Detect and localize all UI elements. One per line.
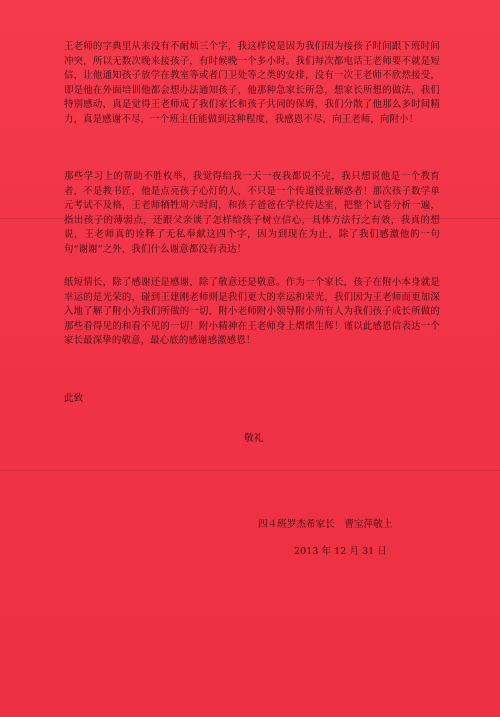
- paper-fold-line: [0, 470, 500, 471]
- letter-sender: 四４班罗杰希家长 曹宝萍敬上: [258, 519, 393, 530]
- letter-date: 2013 年 12 月 31 日: [294, 546, 387, 557]
- letter-paragraph-3: 纸短情长，除了感谢还是感谢，除了敬意还是敬意。作为一个家长，孩子在附小本身就是幸运的是光荣的，碰到王建刚老师则是我们更大的幸运和荣光，我们因为王老师而更加深入地了解了附小为我们所做的一切，附小老师附小领导附小所有人为我们孩子成长所做的那些看得见的和看不见的一切！附小精神在王老师身上熠熠生辉！谨以此感恩信表达一个家长最深挚的敬意，最心底的感谢感激感恩！: [64, 277, 440, 347]
- letter-paragraph-2: 那些学习上的帮助不胜枚举，我觉得给我一天一夜我都说不完，我只想说他是一个教育者，不是教书匠，他是点亮孩子心灯的人，不只是一个传道授业解惑者！那次孩子数学单元考试不及格，王老师牺牲周六时间，和孩子爸爸在学校传达室，把整个试卷分析一遍，指出孩子的薄弱点，还跟父亲谈了怎样给孩子树立信心，具体方法行之有效，我真的想说，王老师真的诠释了无私奉献这四个字，因为到现在为止，除了我们感激他的一句句“谢谢”之外，我们什么谢意都没有表达！: [64, 171, 440, 255]
- letter-paragraph-1: 王老师的字典里从来没有不耐烦三个字，我这样说是因为我们因为接孩子时间跟下班时间冲突，所以无数次晚来接孩子，有时候晚一个多小时。我们每次都电话王老师要不就是短信，让他通知孩子放学在教室等或者门卫处等之类的安排，没有一次王老师不欣然接受，即是他在外面培训他都会想办法通知孩子，他那种急家长所急，想家长所想的做法，我们特别感动，真是觉得王老师成了我们家长和孩子共同的保姆，我们分散了他那么多时间精力，真是感谢不尽，一个班主任能做到这种程度，我感恩不尽，向王老师，向附小！: [64, 41, 440, 125]
- letter-closing: 此致: [64, 393, 84, 404]
- letter-salutation: 敬礼: [244, 433, 264, 444]
